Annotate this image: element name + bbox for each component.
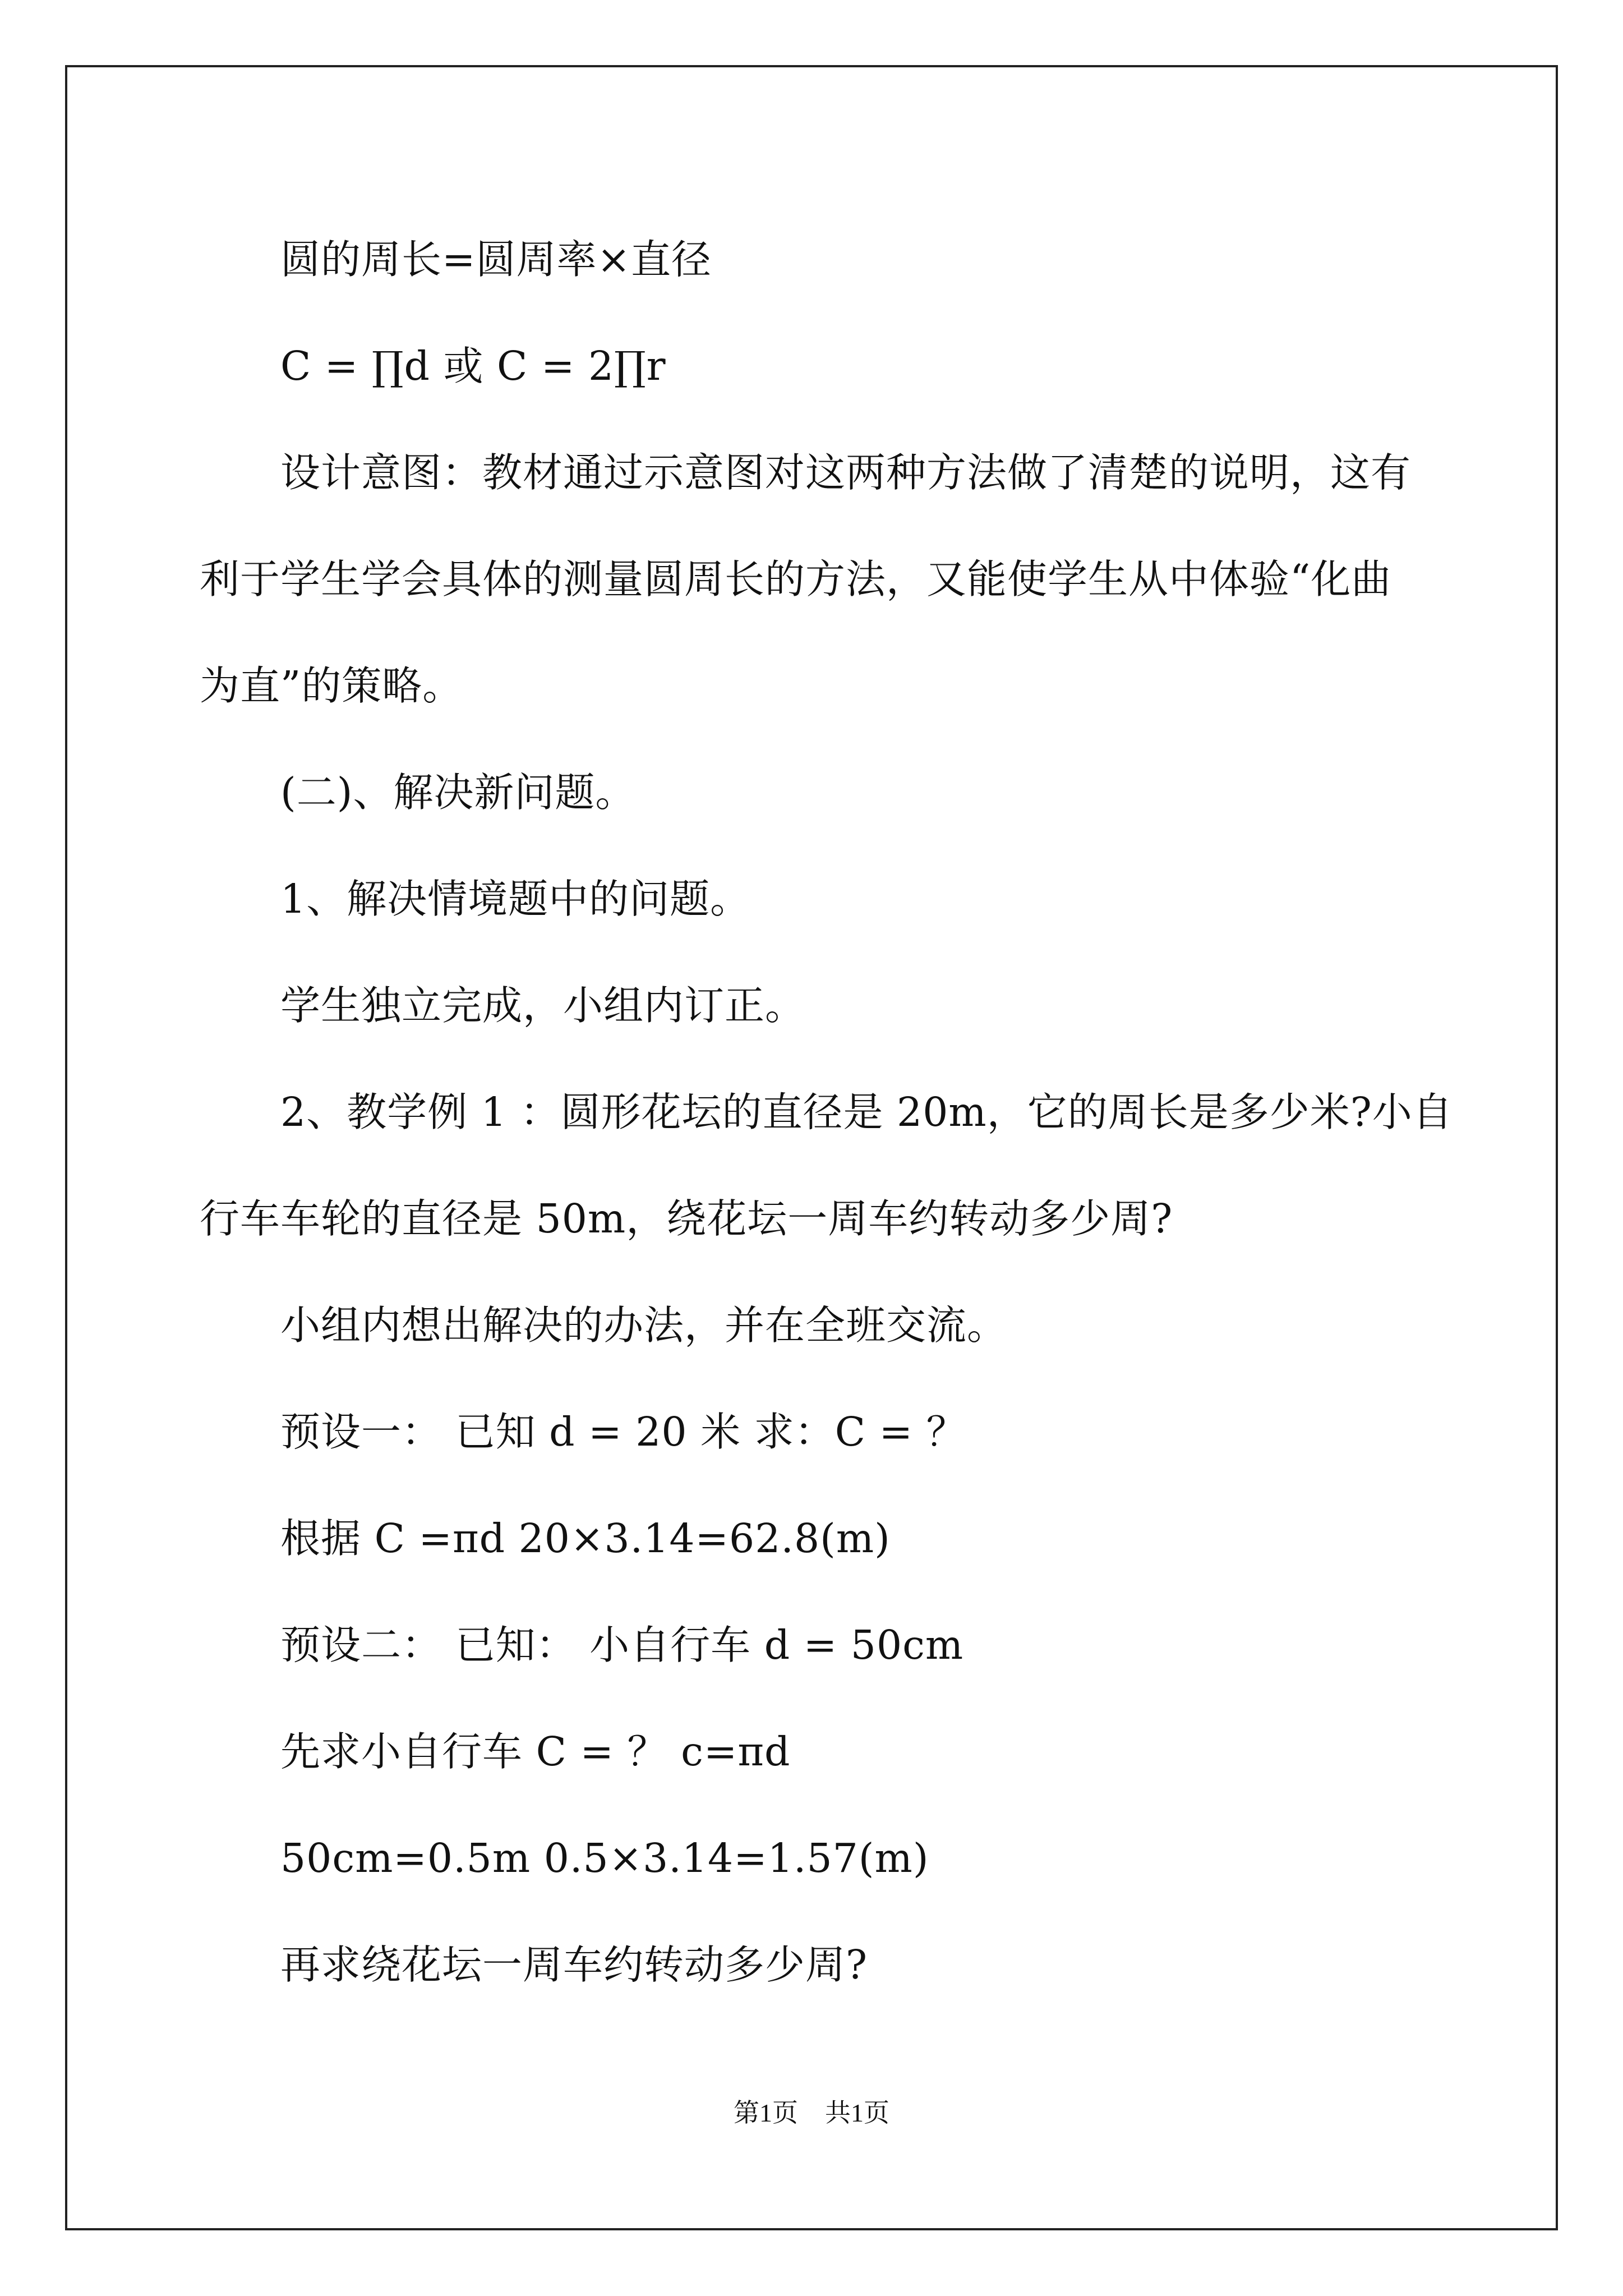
text-line-17: 再求绕花坛一周车约转动多少周?	[280, 1941, 868, 1988]
page-footer	[0, 2092, 1623, 2129]
text-line-8: 学生独立完成，小组内订正。	[280, 982, 806, 1029]
page-total: 共1页	[825, 2099, 889, 2127]
text-line-13: 根据 C =πd 20×3.14=62.8(m)	[280, 1515, 891, 1562]
text-line-10: 行车车轮的直径是 50m，绕花坛一周车约转动多少周?	[200, 1195, 1173, 1242]
text-line-4: 利于学生学会具体的测量圆周长的方法，又能使学生从中体验“化曲	[200, 556, 1392, 602]
document-body	[200, 206, 1453, 2018]
text-line-15: 先求小自行车 C = ？ c=πd	[280, 1728, 791, 1775]
text-line-5: 为直”的策略。	[200, 662, 463, 709]
text-line-11: 小组内想出解决的办法，并在全班交流。	[280, 1302, 1008, 1349]
text-line-9: 2、教学例 1 ：圆形花坛的直径是 20m，它的周长是多少米?小自	[280, 1089, 1453, 1135]
text-line-16: 50cm=0.5m 0.5×3.14=1.57(m)	[280, 1835, 929, 1881]
text-line-1: 圆的周长=圆周率×直径	[280, 236, 712, 283]
page-number: 第1页	[734, 2099, 798, 2127]
text-line-12: 预设一： 已知 d = 20 米 求：C = ？	[280, 1409, 967, 1455]
text-line-7: 1、解决情境题中的问题。	[280, 876, 751, 922]
text-line-2: C = ∏d 或 C = 2∏r	[280, 343, 666, 389]
text-line-14: 预设二： 已知： 小自行车 d = 50cm	[280, 1622, 964, 1668]
text-line-3: 设计意图：教材通过示意图对这两种方法做了清楚的说明，这有	[280, 449, 1412, 496]
text-line-6: (二)、解决新问题。	[280, 769, 636, 816]
